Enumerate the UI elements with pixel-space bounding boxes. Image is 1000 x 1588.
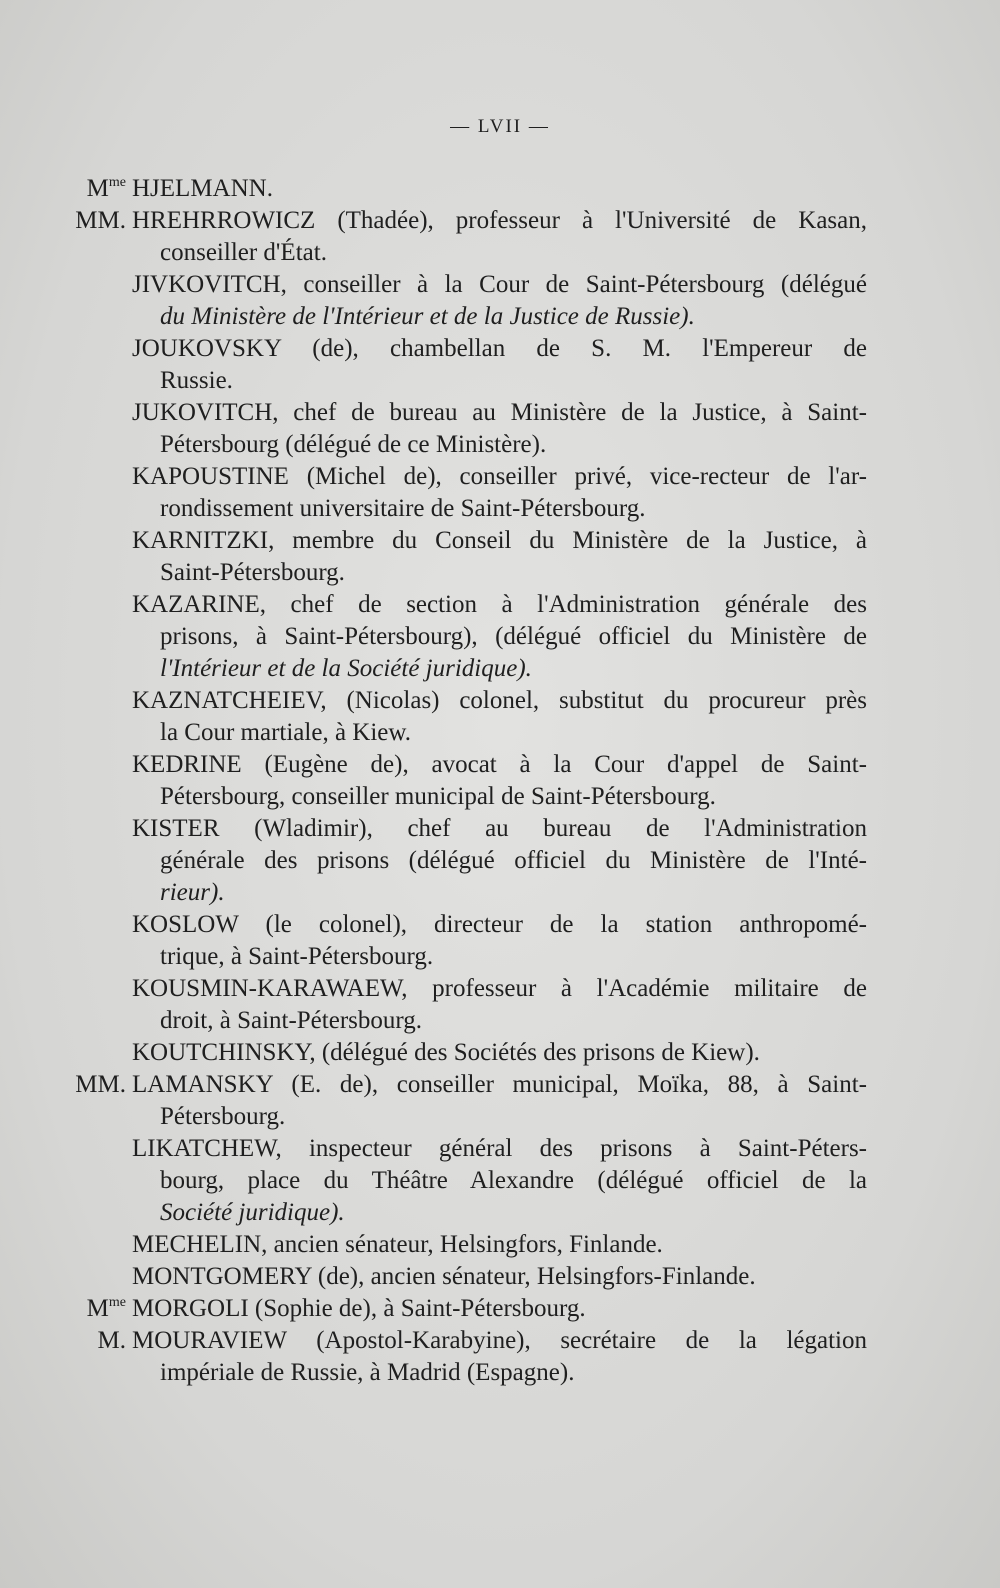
entry-line: KOUSMIN-KARAWAEW, professeur à l'Académie militaire de bbox=[132, 975, 867, 1002]
entry-line: prisons, à Saint-Pétersbourg), (délégué officiel du Ministère de bbox=[160, 623, 867, 650]
list-item bbox=[132, 397, 867, 461]
entry-line: LIKATCHEW, inspecteur général des prisons à Saint-Péters- bbox=[132, 1135, 867, 1162]
entry-list bbox=[0, 173, 1000, 1389]
entry-line: droit, à Saint-Pétersbourg. bbox=[160, 1007, 422, 1034]
entry-line: impériale de Russie, à Madrid (Espagne). bbox=[160, 1359, 575, 1386]
entry-line: Russie. bbox=[160, 367, 233, 394]
entry-line: KEDRINE (Eugène de), avocat à la Cour d'appel de Saint- bbox=[132, 751, 867, 778]
list-item bbox=[132, 1261, 867, 1293]
list-item bbox=[132, 269, 867, 333]
list-item bbox=[132, 1037, 867, 1069]
list-item bbox=[86, 173, 867, 205]
entry-line: Saint-Pétersbourg. bbox=[160, 559, 345, 586]
entry-line: JOUKOVSKY (de), chambellan de S. M. l'Empereur de bbox=[132, 335, 867, 362]
running-head: — LVII — bbox=[450, 116, 550, 137]
entry-prefix: $M^{me}$ bbox=[86, 175, 126, 202]
entry-line: générale des prisons (délégué officiel du Ministère de l'Inté- bbox=[160, 847, 867, 874]
entry-line: KAPOUSTINE (Michel de), conseiller privé, vice-recteur de l'ar- bbox=[132, 463, 867, 490]
list-item bbox=[132, 973, 867, 1037]
list-item bbox=[132, 525, 867, 589]
list-item bbox=[132, 333, 867, 397]
entry-line: KAZNATCHEIEV, (Nicolas) colonel, substitut du procureur près bbox=[132, 687, 867, 714]
list-item bbox=[132, 685, 867, 749]
entry-line: Pétersbourg, conseiller municipal de Saint-Pétersbourg. bbox=[160, 783, 716, 810]
entry-line: Pétersbourg. bbox=[160, 1103, 286, 1130]
entry-prefix: MM. bbox=[75, 1071, 126, 1098]
entry-line: du Ministère de l'Intérieur et de la Justice de Russie). bbox=[160, 303, 695, 330]
list-item bbox=[86, 1293, 867, 1325]
entry-line: JUKOVITCH, chef de bureau au Ministère de la Justice, à Saint- bbox=[132, 399, 867, 426]
entry-line: trique, à Saint-Pétersbourg. bbox=[160, 943, 434, 970]
entry-line: Pétersbourg (délégué de ce Ministère). bbox=[160, 431, 547, 458]
entry-prefix: $M^{me}$ bbox=[86, 1295, 126, 1322]
entry-prefix: MM. bbox=[75, 207, 126, 234]
entry-line: MORGOLI (Sophie de), à Saint-Pétersbourg. bbox=[132, 1295, 586, 1322]
entry-line: HREHRROWICZ (Thadée), professeur à l'Université de Kasan, bbox=[132, 207, 867, 234]
entry-line: MECHELIN, ancien sénateur, Helsingfors, Finlande. bbox=[132, 1231, 663, 1258]
entry-line: KAZARINE, chef de section à l'Administration générale des bbox=[132, 591, 867, 618]
entry-line: rieur). bbox=[160, 879, 225, 906]
list-item bbox=[132, 749, 867, 813]
entry-line: MOURAVIEW (Apostol-Karabyine), secrétaire de la légation bbox=[132, 1327, 867, 1354]
list-item bbox=[132, 1229, 867, 1261]
entry-line: la Cour martiale, à Kiew. bbox=[160, 719, 412, 746]
entry-line: Société juridique). bbox=[160, 1199, 345, 1226]
entry-line: KOUTCHINSKY, (délégué des Sociétés des prisons de Kiew). bbox=[132, 1039, 760, 1066]
entry-line: LAMANSKY (E. de), conseiller municipal, Moïka, 88, à Saint- bbox=[132, 1071, 867, 1098]
list-item bbox=[132, 589, 867, 685]
list-item bbox=[132, 1133, 867, 1229]
entry-line: bourg, place du Théâtre Alexandre (délégué officiel de la bbox=[160, 1167, 867, 1194]
list-item bbox=[132, 909, 867, 973]
entry-line: MONTGOMERY (de), ancien sénateur, Helsingfors-Finlande. bbox=[132, 1263, 756, 1290]
entry-line: HJELMANN. bbox=[132, 175, 273, 202]
list-item bbox=[97, 1325, 867, 1389]
entry-line: KOSLOW (le colonel), directeur de la station anthropomé- bbox=[132, 911, 867, 938]
list-item bbox=[75, 1069, 867, 1133]
entry-line: l'Intérieur et de la Société juridique). bbox=[160, 655, 532, 682]
entry-line: JIVKOVITCH, conseiller à la Cour de Saint-Pétersbourg (délégué bbox=[132, 271, 867, 298]
entry-line: conseiller d'État. bbox=[160, 239, 327, 266]
entry-line: KARNITZKI, membre du Conseil du Ministère de la Justice, à bbox=[132, 527, 867, 554]
list-item bbox=[132, 461, 867, 525]
entry-line: KISTER (Wladimir), chef au bureau de l'Administration bbox=[132, 815, 867, 842]
list-item bbox=[75, 205, 867, 269]
entry-prefix: M. bbox=[97, 1327, 126, 1354]
entry-line: rondissement universitaire de Saint-Pétersbourg. bbox=[160, 495, 646, 522]
list-item bbox=[132, 813, 867, 909]
